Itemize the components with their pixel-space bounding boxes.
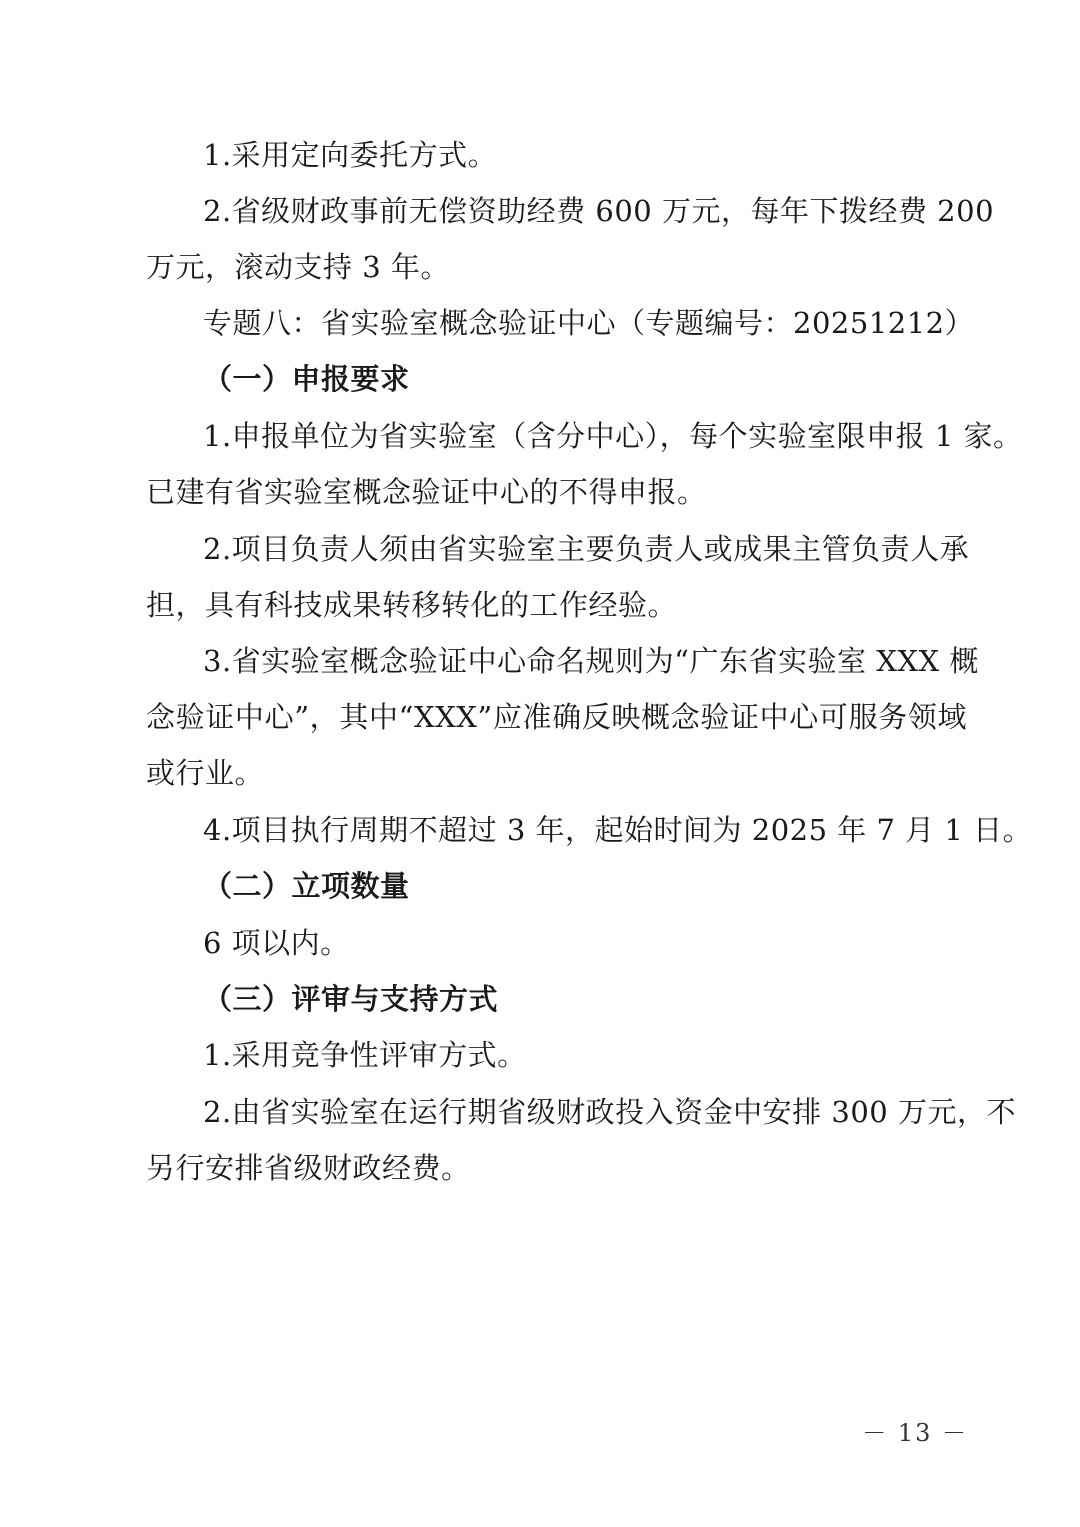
paragraph-line: 1.采用竞争性评审方式。	[203, 1038, 527, 1072]
paragraph-line: 1.采用定向委托方式。	[203, 138, 498, 172]
section-heading: （一）申报要求	[203, 362, 410, 396]
section-heading: （三）评审与支持方式	[203, 982, 499, 1016]
paragraph-line: 另行安排省级财政经费。	[146, 1151, 471, 1185]
paragraph-line: 2.项目负责人须由省实验室主要负责人或成果主管负责人承	[203, 532, 970, 566]
topic-title: 专题八：省实验室概念验证中心（专题编号：20251212）	[203, 306, 975, 340]
paragraph-line: 6 项以内。	[203, 926, 350, 960]
paragraph-line: 或行业。	[146, 756, 265, 790]
paragraph-line: 万元，滚动支持 3 年。	[146, 250, 450, 284]
paragraph-line: 1.申报单位为省实验室（含分中心），每个实验室限申报 1 家。	[203, 419, 1023, 453]
paragraph-line: 担，具有科技成果转移转化的工作经验。	[146, 588, 678, 622]
paragraph-line: 2.由省实验室在运行期省级财政投入资金中安排 300 万元，不	[203, 1095, 1016, 1129]
paragraph-line: 3.省实验室概念验证中心命名规则为“广东省实验室 XXX 概	[203, 644, 979, 678]
section-heading: （二）立项数量	[203, 869, 410, 903]
page-number: － 13 －	[862, 1419, 968, 1447]
paragraph-line: 已建有省实验室概念验证中心的不得申报。	[146, 475, 707, 509]
paragraph-line: 念验证中心”，其中“XXX”应准确反映概念验证中心可服务领域	[146, 700, 967, 734]
paragraph-line: 4.项目执行周期不超过 3 年，起始时间为 2025 年 7 月 1 日。	[203, 813, 1033, 847]
paragraph-line: 2.省级财政事前无偿资助经费 600 万元，每年下拨经费 200	[203, 194, 995, 228]
